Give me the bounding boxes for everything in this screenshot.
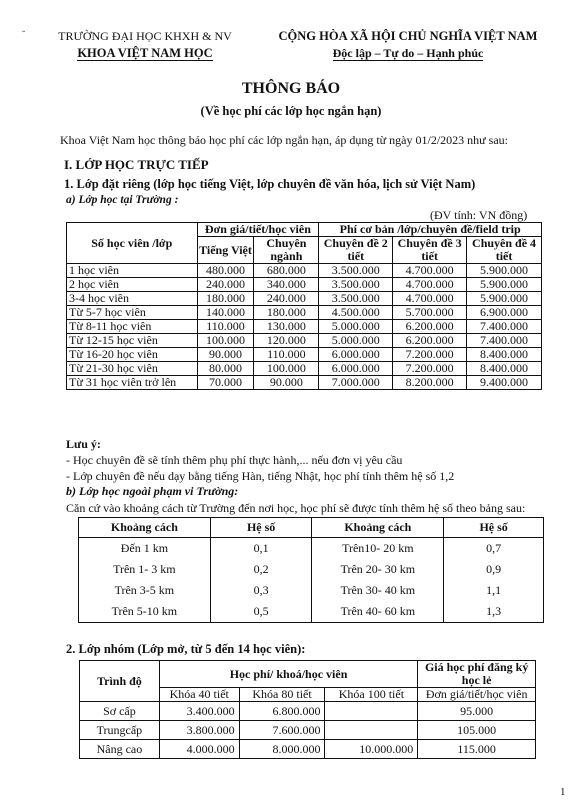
table-row	[67, 362, 542, 376]
table-cell	[325, 702, 418, 721]
table-cell: 3.500.000	[319, 292, 393, 306]
header-unit-price: Đơn giá/tiết/học viên	[197, 223, 319, 237]
header-organization	[40, 28, 250, 62]
table-cell: 8.000.000	[239, 740, 325, 759]
table-cell: 240.000	[254, 292, 319, 306]
table-cell: 90.000	[197, 348, 254, 362]
table-cell: 0,2	[210, 559, 312, 580]
table-cell: 180.000	[254, 306, 319, 320]
header-topic-3: Chuyên đề 3 tiết	[393, 237, 467, 264]
table-cell: 110.000	[197, 320, 254, 334]
table-cell: 100.000	[254, 362, 319, 376]
table-cell: 4.700.000	[393, 292, 467, 306]
table-cell: 1,1	[444, 580, 544, 601]
table-cell: 0,7	[444, 538, 544, 560]
table-cell: 10.000.000	[325, 740, 418, 759]
header-course-80: Khóa 80 tiết	[239, 688, 325, 702]
table-cell	[325, 721, 418, 740]
table-cell: 6.900.000	[467, 306, 542, 320]
table-cell: Trên 40- 60 km	[312, 601, 444, 623]
table-cell: 180.000	[197, 292, 254, 306]
table-row	[67, 334, 542, 348]
table-cell: 7.000.000	[319, 376, 393, 390]
faculty-name: KHOA VIỆT NAM HỌC	[77, 46, 213, 60]
section1-sub1: 1. Lớp đặt riêng (lớp học tiếng Việt, lớp chuyên đề văn hóa, lịch sử Việt Nam)	[64, 177, 476, 191]
intro-text: Khoa Việt Nam học thông báo học phí các lớp ngắn hạn, áp dụng từ ngày 01/2/2023 như sau:	[60, 133, 508, 147]
header-vietnamese: Tiếng Việt	[197, 237, 254, 264]
table-cell: 115.000	[418, 740, 536, 759]
table-cell: 480.000	[197, 264, 254, 278]
table-cell: 4.700.000	[393, 264, 467, 278]
table-cell: Từ 21-30 học viên	[67, 362, 198, 376]
table-cell: 7.200.000	[393, 348, 467, 362]
header-single-fee: Giá học phí đăng ký học lẻ	[418, 661, 536, 688]
table-cell: 7.200.000	[393, 362, 467, 376]
table-cell: Từ 12-15 học viên	[67, 334, 198, 348]
table-cell: 2 học viên	[67, 278, 198, 292]
table-cell: Trên 3-5 km	[79, 580, 211, 601]
table-cell: 1,3	[444, 601, 544, 623]
table-cell: 100.000	[197, 334, 254, 348]
table-cell: 5.700.000	[393, 306, 467, 320]
table-cell: 7.400.000	[467, 320, 542, 334]
table-cell: 95.000	[418, 702, 536, 721]
table-cell: 5.900.000	[467, 292, 542, 306]
unit-note: (ĐV tính: VN đồng)	[430, 208, 528, 222]
table-cell: 0,5	[210, 601, 312, 623]
table-cell: 0,9	[444, 559, 544, 580]
header-level: Trình độ	[80, 661, 160, 702]
header-coefficient: Hệ số	[444, 518, 544, 538]
table-row	[67, 320, 542, 334]
notes-label: Lưu ý:	[66, 437, 101, 451]
table-cell: 70.000	[197, 376, 254, 390]
table-cell: Trên 30- 40 km	[312, 580, 444, 601]
table-cell: 340.000	[254, 278, 319, 292]
table-cell: Từ 5-7 học viên	[67, 306, 198, 320]
table-cell: 3.500.000	[319, 278, 393, 292]
header-distance: Khoảng cách	[79, 518, 211, 538]
header-price-per-lesson: Đơn giá/tiết/học viên	[418, 688, 536, 702]
section1-sub1a: a) Lớp học tại Trường :	[66, 194, 179, 206]
note-1: - Học chuyên đề sẽ tính thêm phụ phí thực hành,... nếu đơn vị yêu cầu	[66, 453, 403, 467]
nation-name: CỘNG HÒA XÃ HỘI CHỦ NGHĨA VIỆT NAM	[278, 29, 538, 43]
table-cell: Trên 5-10 km	[79, 601, 211, 623]
table-cell: 0,1	[210, 538, 312, 560]
table-cell: 6.200.000	[393, 334, 467, 348]
table-cell: 7.600.000	[239, 721, 325, 740]
table-cell: 110.000	[254, 348, 319, 362]
header-nation	[258, 28, 558, 62]
table-cell: Sơ cấp	[80, 702, 160, 721]
table-cell: 4.500.000	[319, 306, 393, 320]
page-number: 1	[560, 786, 566, 798]
table-cell: 5.000.000	[319, 334, 393, 348]
table-row	[79, 601, 544, 623]
table-row	[67, 376, 542, 390]
table-cell: 680.000	[254, 264, 319, 278]
table-row	[79, 559, 544, 580]
table-cell: 1 học viên	[67, 264, 198, 278]
section1-sub1b: b) Lớp học ngoài phạm vi Trường:	[66, 484, 239, 498]
table-cell: 4.700.000	[393, 278, 467, 292]
table-cell: 120.000	[254, 334, 319, 348]
table-row	[80, 721, 536, 740]
table-cell: 3.500.000	[319, 264, 393, 278]
table-cell: 3.800.000	[159, 721, 239, 740]
table-row	[67, 264, 542, 278]
table-row	[67, 348, 542, 362]
table-cell: 5.900.000	[467, 264, 542, 278]
table-row	[67, 306, 542, 320]
document-subtitle: (Về học phí các lớp học ngắn hạn)	[200, 104, 382, 118]
header-topic-2: Chuyên đề 2 tiết	[319, 237, 393, 264]
distance-paragraph: Căn cứ vào khoảng cách từ Trường đến nơi học, học phí sẽ được tính thêm hệ số theo bảng sau:	[66, 501, 526, 515]
table-row	[79, 580, 544, 601]
header-coefficient: Hệ số	[210, 518, 312, 538]
table-cell: 6.800.000	[239, 702, 325, 721]
header-course-40: Khóa 40 tiết	[159, 688, 239, 702]
table-cell: 6.200.000	[393, 320, 467, 334]
section2-heading: 2. Lớp nhóm (Lớp mở, từ 5 đến 14 học viên):	[66, 642, 306, 656]
distance-coefficient-table	[78, 517, 544, 623]
section1-heading: I. LỚP HỌC TRỰC TIẾP	[64, 157, 209, 172]
table-cell: Nâng cao	[80, 740, 160, 759]
table-cell: 0,3	[210, 580, 312, 601]
table-cell: 8.400.000	[467, 348, 542, 362]
header-topic-4: Chuyên đề 4 tiết	[467, 237, 542, 264]
table-cell: 140.000	[197, 306, 254, 320]
fee-table-private	[66, 222, 542, 390]
table-row	[67, 278, 542, 292]
table-cell: Từ 16-20 học viên	[67, 348, 198, 362]
table-cell: 90.000	[254, 376, 319, 390]
table-cell: 8.200.000	[393, 376, 467, 390]
document-title: THÔNG BÁO	[241, 80, 341, 97]
table-cell: 130.000	[254, 320, 319, 334]
table-cell: 8.400.000	[467, 362, 542, 376]
table-row	[79, 538, 544, 560]
motto: Độc lập – Tự do – Hạnh phúc	[332, 46, 484, 60]
table-cell: 80.000	[197, 362, 254, 376]
table-cell: Đến 1 km	[79, 538, 211, 560]
table-cell: Trungcấp	[80, 721, 160, 740]
table-row	[80, 740, 536, 759]
table-cell: 7.400.000	[467, 334, 542, 348]
table-cell: 9.400.000	[467, 376, 542, 390]
header-course-100: Khóa 100 tiết	[325, 688, 418, 702]
table-cell: 3-4 học viên	[67, 292, 198, 306]
header-students: Số học viên /lớp	[67, 223, 198, 264]
table-cell: 240.000	[197, 278, 254, 292]
scan-mark: ˘	[22, 30, 26, 41]
table-cell: 5.900.000	[467, 278, 542, 292]
table-cell: 5.000.000	[319, 320, 393, 334]
group-class-fee-table	[79, 660, 536, 759]
table-cell: 4.000.000	[159, 740, 239, 759]
table-cell: 6.000.000	[319, 348, 393, 362]
table-row	[80, 702, 536, 721]
table-cell: 105.000	[418, 721, 536, 740]
header-specialized: Chuyên ngành	[254, 237, 319, 264]
table-cell: Trên10- 20 km	[312, 538, 444, 560]
table-cell: 6.000.000	[319, 362, 393, 376]
note-2: - Lớp chuyên đề nếu dạy bằng tiếng Hàn, tiếng Nhật, học phí tính thêm hệ số 1,2	[66, 469, 455, 483]
header-distance: Khoảng cách	[312, 518, 444, 538]
header-base-fee: Phí cơ bản /lớp/chuyên đề/field trip	[319, 223, 542, 237]
university-name: TRƯỜNG ĐẠI HỌC KHXH & NV	[58, 29, 232, 43]
table-cell: Trên 1- 3 km	[79, 559, 211, 580]
table-cell: 3.400.000	[159, 702, 239, 721]
header-course-fee: Học phí/ khoá/học viên	[159, 661, 417, 688]
table-cell: Từ 8-11 học viên	[67, 320, 198, 334]
table-row	[67, 292, 542, 306]
table-cell: Từ 31 học viên trở lên	[67, 376, 198, 390]
table-cell: Trên 20- 30 km	[312, 559, 444, 580]
